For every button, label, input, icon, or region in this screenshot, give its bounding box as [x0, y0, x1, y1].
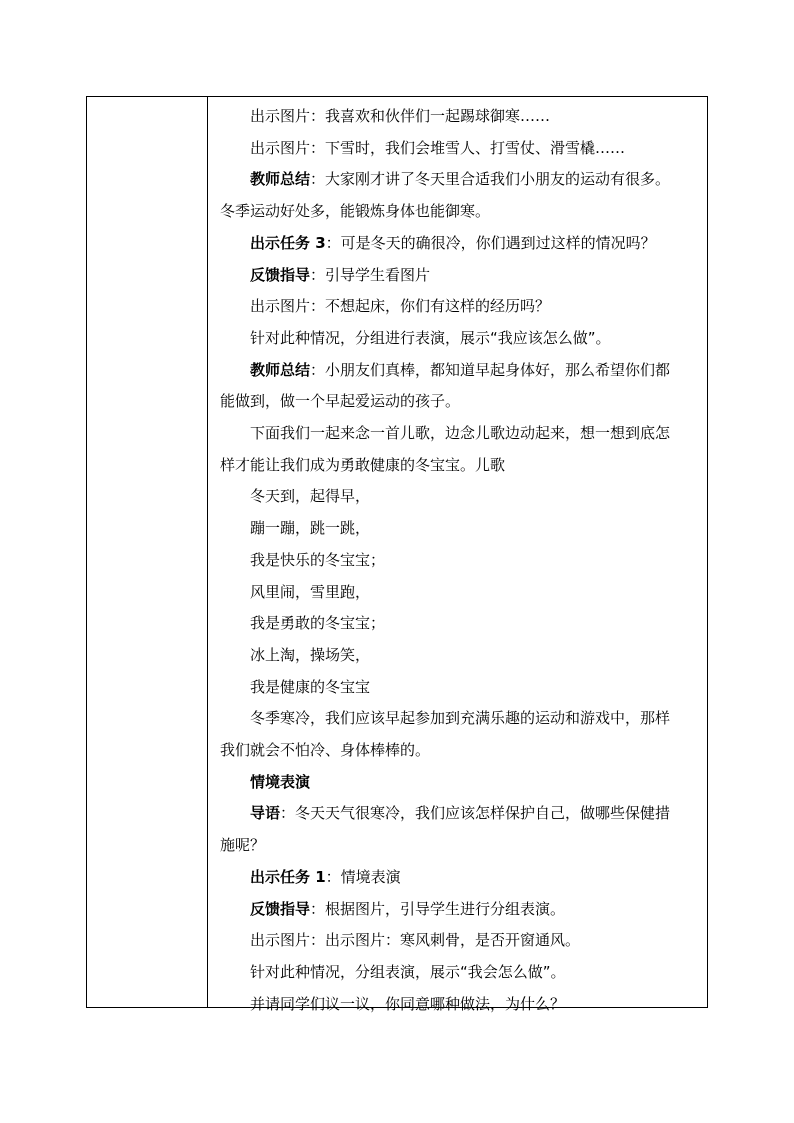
- bold-label: 教师总结: [250, 170, 311, 189]
- text-line: [220, 735, 697, 767]
- line-text: 针对此种情况，分组进行表演，展示“我应该怎么做”。: [250, 328, 611, 347]
- bold-label: 出示任务 3: [250, 233, 326, 252]
- bold-label: 反馈指导: [250, 265, 311, 284]
- text-line: [220, 608, 697, 640]
- text-line: [220, 101, 697, 133]
- line-text: ：小朋友们真棒，都知道早起身体好，那么希望你们都: [310, 360, 671, 379]
- text-line: [220, 577, 697, 609]
- bold-label: 出示任务 1: [250, 867, 326, 886]
- text-line: [220, 323, 697, 355]
- line-text: 出示图片：不想起床，你们有这样的经历吗？: [250, 297, 551, 316]
- line-text: 下面我们一起来念一首儿歌，边念儿歌边动起来，想一想到底怎: [250, 424, 671, 443]
- line-text: 出示图片：我喜欢和伙伴们一起踢球御寒……: [250, 107, 551, 125]
- line-text: 冬天到，起得早，: [250, 487, 371, 506]
- text-line: [220, 989, 697, 1021]
- text-line: [220, 418, 697, 450]
- line-text: 蹦一蹦，跳一跳，: [250, 519, 371, 538]
- line-text: ：情境表演: [325, 867, 401, 886]
- bold-label: 导语: [250, 804, 281, 823]
- bold-label: 教师总结: [250, 360, 311, 379]
- line-text: 冬季寒冷，我们应该早起参加到充满乐趣的运动和游戏中，那样: [250, 709, 671, 728]
- text-line: [220, 640, 697, 672]
- line-text: 针对此种情况，分组表演，展示“我会怎么做”。: [250, 962, 566, 981]
- text-line: [220, 291, 697, 323]
- line-text: 我是勇敢的冬宝宝；: [250, 614, 386, 633]
- line-text: 并请同学们议一议，你同意哪种做法，为什么？: [250, 994, 566, 1013]
- text-line: [220, 481, 697, 513]
- text-line: [220, 545, 697, 577]
- line-text: 冰上淘，操场笑，: [250, 645, 371, 664]
- text-line: [220, 228, 697, 260]
- line-text: 出示图片：出示图片：寒风刺骨，是否开窗通风。: [250, 931, 581, 950]
- left-column-cell: [87, 97, 208, 1007]
- line-text: ：引导学生看图片: [310, 265, 431, 284]
- text-line: [220, 894, 697, 926]
- text-line: [220, 164, 697, 196]
- content-cell: [208, 97, 707, 1013]
- text-line: [220, 925, 697, 957]
- text-line: [220, 355, 697, 387]
- line-text: 我们就会不怕冷、身体棒棒的。: [220, 741, 431, 760]
- text-line: [220, 450, 697, 482]
- line-text: ：冬天天气很寒冷，我们应该怎样保护自己，做哪些保健措: [280, 804, 671, 823]
- text-line: [220, 513, 697, 545]
- line-text: 出示图片：下雪时，我们会堆雪人、打雪仗、滑雪橇……: [250, 138, 626, 157]
- text-line: [220, 672, 697, 704]
- text-line: [220, 830, 697, 862]
- bold-label: 情境表演: [250, 772, 311, 791]
- text-line: [220, 386, 697, 418]
- text-line: [220, 133, 697, 165]
- text-line: [220, 260, 697, 292]
- line-text: ：可是冬天的确很冷，你们遇到过这样的情况吗？: [325, 233, 656, 252]
- text-line: [220, 798, 697, 830]
- line-text: 风里闹，雪里跑，: [250, 582, 371, 601]
- bold-label: 反馈指导: [250, 899, 311, 918]
- text-line: [220, 862, 697, 894]
- line-text: 能做到，做一个早起爱运动的孩子。: [220, 392, 461, 411]
- line-text: 样才能让我们成为勇敢健康的冬宝宝。儿歌: [220, 455, 506, 474]
- line-text: 我是快乐的冬宝宝；: [250, 550, 386, 569]
- line-text: 冬季运动好处多，能锻炼身体也能御寒。: [220, 202, 491, 221]
- line-text: ：根据图片，引导学生进行分组表演。: [310, 899, 566, 918]
- line-text: 施呢？: [220, 836, 266, 855]
- text-line: [220, 703, 697, 735]
- text-line: [220, 196, 697, 228]
- line-text: ：大家刚才讲了冬天里合适我们小朋友的运动有很多。: [310, 170, 671, 189]
- line-text: 我是健康的冬宝宝: [250, 677, 371, 696]
- text-line: [220, 767, 697, 799]
- text-line: [220, 957, 697, 989]
- lesson-table: [86, 96, 708, 1013]
